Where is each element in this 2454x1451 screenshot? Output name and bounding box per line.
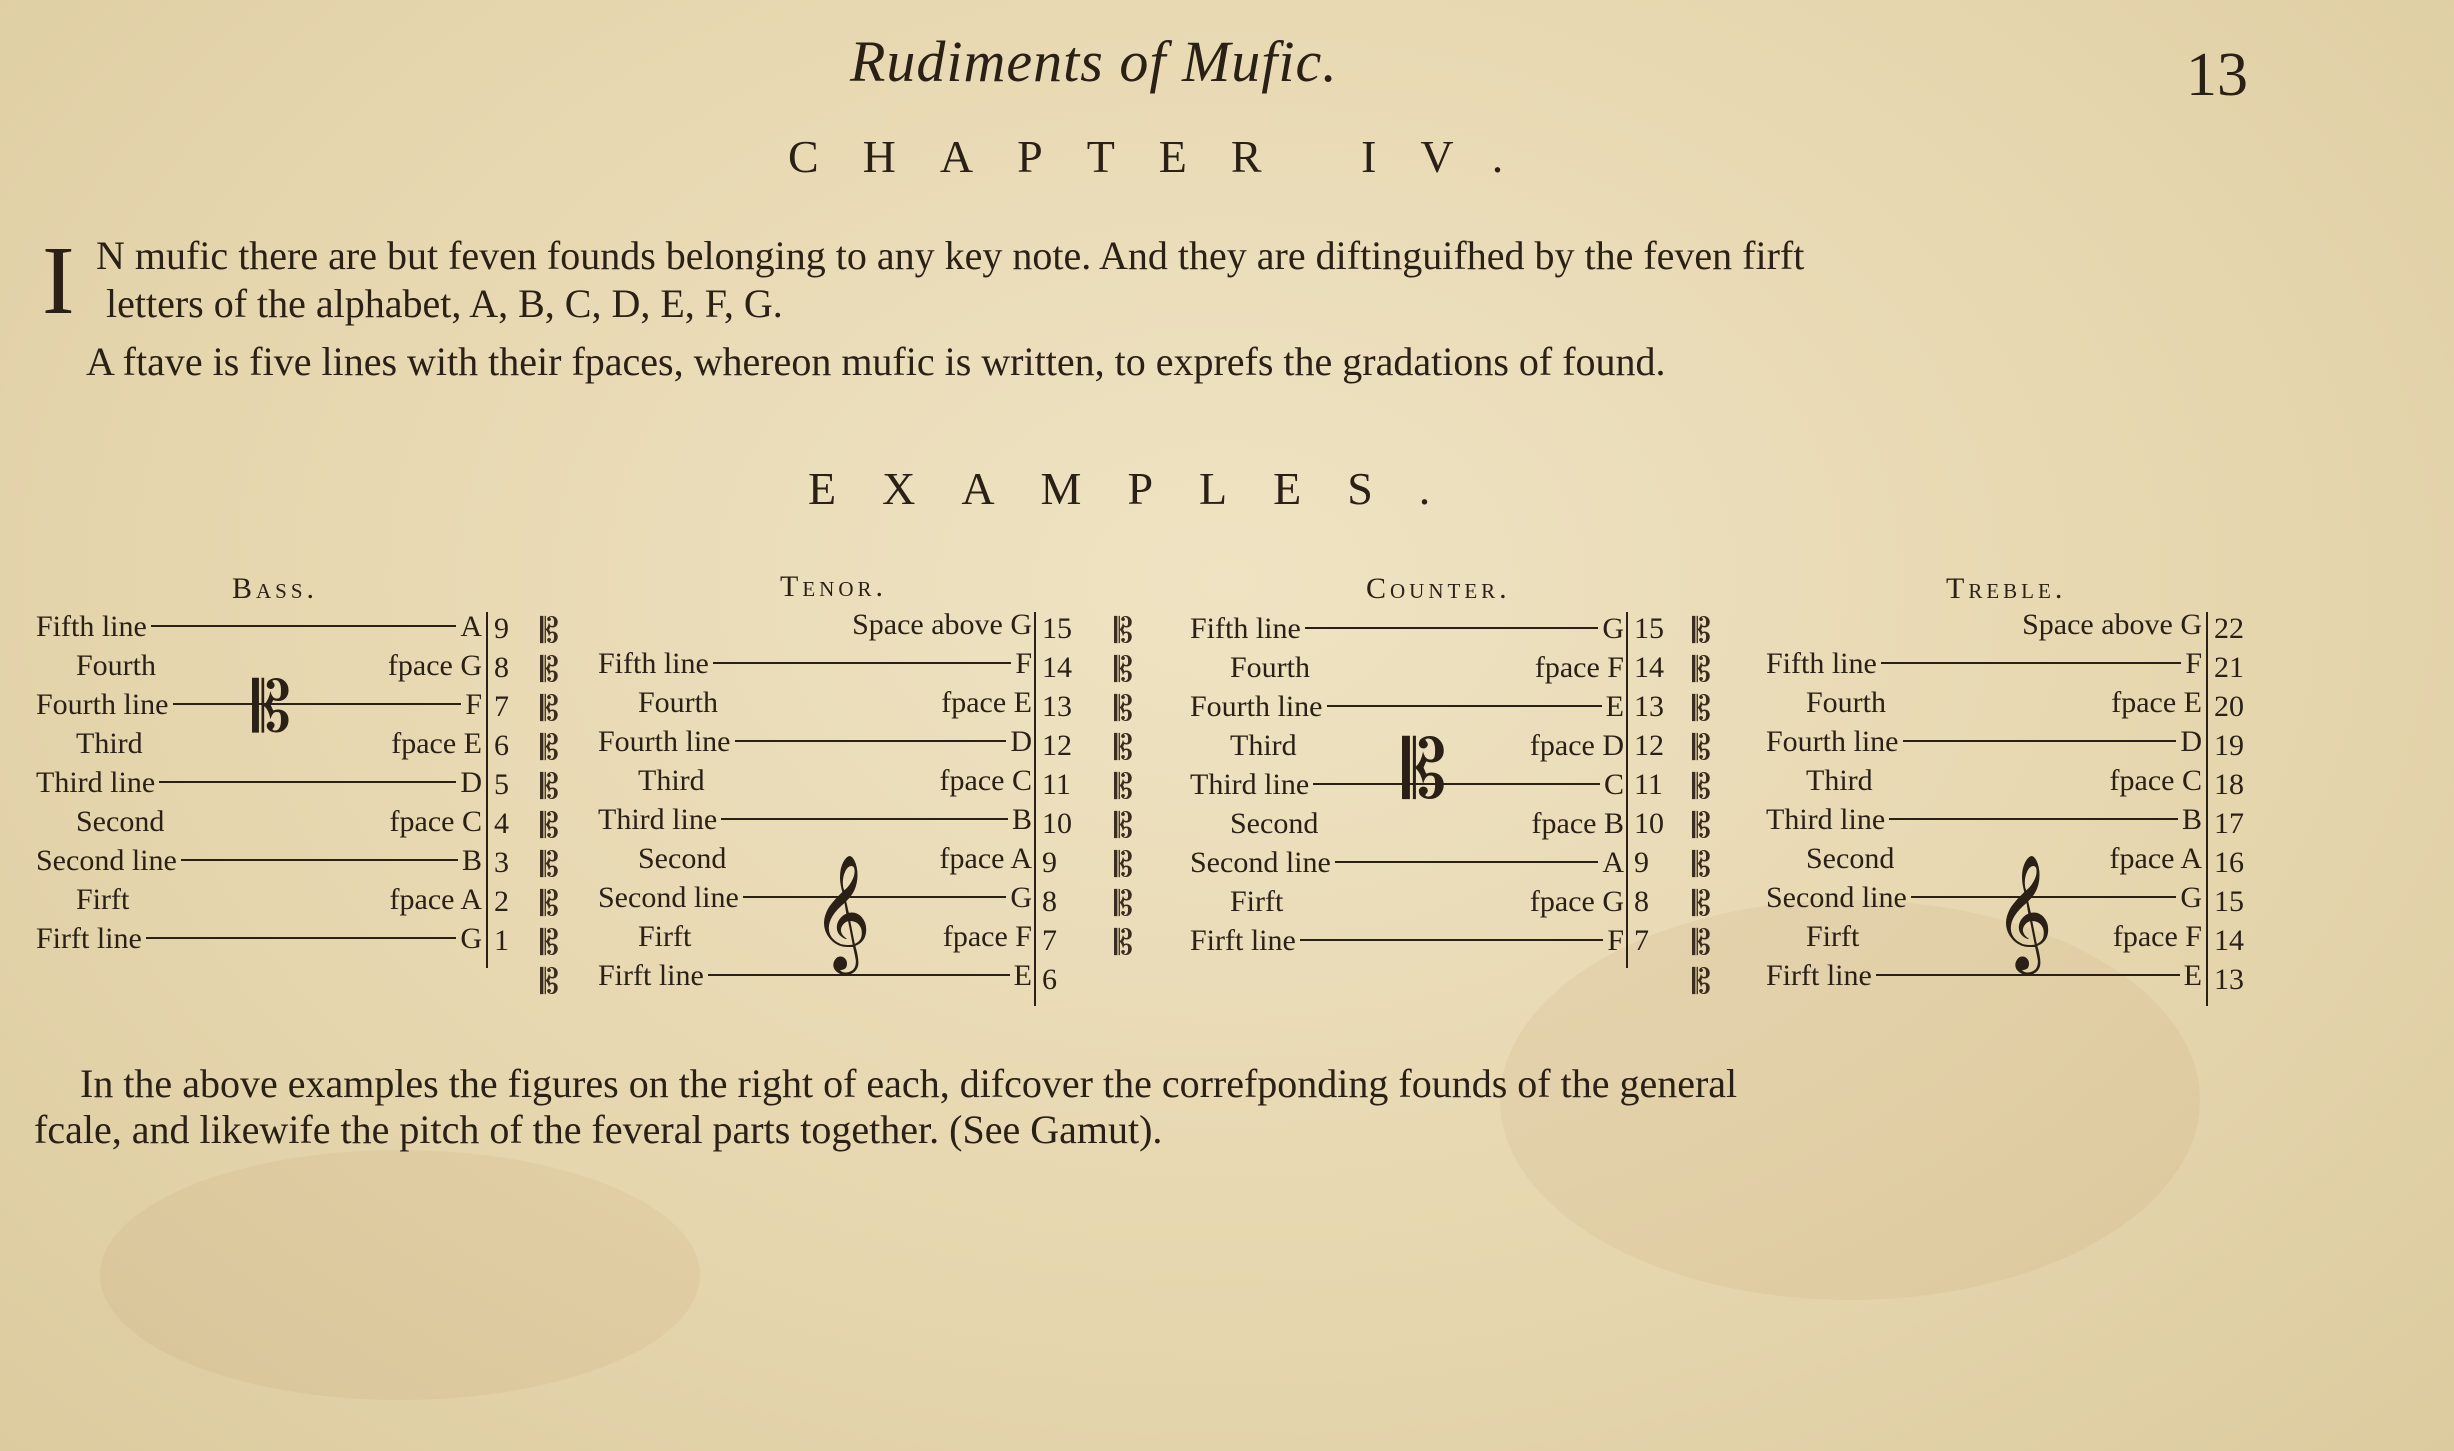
c-clef-icon: 𝄡 [1692, 650, 1711, 690]
intro-line-3: A ftave is five lines with their fpaces, whereon mufic is written, to exprefs the gradations of found. [86, 339, 1666, 384]
closing-line-1: In the above examples the figures on the right of each, difcover the correfponding founds of the general [80, 1061, 1738, 1106]
c-clef-icon: 𝄡 [1692, 767, 1711, 807]
tenor-row-label: Third [638, 764, 705, 797]
counter-row-note: G [1602, 612, 1624, 645]
paper-stain [100, 1150, 700, 1400]
bass-row [36, 610, 482, 649]
tenor-row [598, 803, 1032, 842]
counter-row-label: Fourth [1230, 651, 1311, 684]
treble-rule [2206, 612, 2208, 1006]
bass-row-number: 1 [494, 924, 509, 957]
bass-row-note: D [460, 766, 482, 799]
tenor-row-note: Space above G [852, 608, 1032, 641]
counter-row-note: fpace D [1529, 729, 1624, 762]
counter-row-number: 9 [1634, 846, 1649, 879]
staff-line-rule [1313, 783, 1600, 785]
treble-title: Treble. [1946, 572, 2067, 605]
counter-row-label: Firft line [1190, 924, 1296, 957]
treble-row [1766, 764, 2202, 803]
tenor-row-note: G [1010, 881, 1032, 914]
bass-row-label: Third line [36, 766, 156, 799]
counter-row-label: Fourth line [1190, 690, 1323, 723]
staff-line-rule [146, 937, 457, 939]
bass-row-label: Fourth [76, 649, 157, 682]
treble-row-note: B [2181, 803, 2202, 836]
examples-heading: EXAMPLES. [808, 463, 1477, 514]
tenor-row-number: 11 [1042, 768, 1071, 801]
treble-row-number: 21 [2214, 651, 2244, 684]
tenor-row-label: Firft [638, 920, 692, 953]
treble-rows [1766, 608, 2202, 998]
tenor-row-number: 7 [1042, 924, 1057, 957]
bass-row-number: 4 [494, 807, 509, 840]
counter-row [1190, 612, 1624, 651]
staff-line-rule [159, 781, 456, 783]
bass-row-label: Fifth line [36, 610, 147, 643]
closing-line-2: fcale, and likewife the pitch of the feveral parts together. (See Gamut). [34, 1107, 1163, 1152]
staff-line-rule [1327, 705, 1602, 707]
staff-line-rule [1903, 740, 2177, 742]
staff-line-rule [713, 662, 1011, 664]
intro-line-1: N mufic there are but feven founds belonging to any key note. And they are diftinguifhed by the feven firft [96, 233, 1805, 278]
bass-row-note: F [465, 688, 482, 721]
tenor-row-number: 12 [1042, 729, 1072, 762]
counter-row-number: 10 [1634, 807, 1664, 840]
tenor-row-number: 9 [1042, 846, 1057, 879]
treble-row [1766, 608, 2202, 647]
treble-row-label: Fifth line [1766, 647, 1877, 680]
c-clef-icon: 𝄡 [540, 767, 559, 807]
bass-row-label: Second [76, 805, 165, 838]
tenor-row-note: fpace C [939, 764, 1032, 797]
treble-row-note: D [2180, 725, 2202, 758]
bass-row [36, 883, 482, 922]
treble-row-number: 16 [2214, 846, 2244, 879]
treble-row-number: 14 [2214, 924, 2244, 957]
counter-row [1190, 651, 1624, 690]
bass-row [36, 805, 482, 844]
treble-clef-column [1692, 612, 1732, 1002]
counter-row-note: fpace G [1529, 885, 1624, 918]
staff-line-rule [1300, 939, 1603, 941]
bass-row-number: 8 [494, 651, 509, 684]
c-clef-icon: 𝄡 [540, 845, 559, 885]
staff-line-rule [735, 740, 1007, 742]
bass-row-note: fpace A [389, 883, 482, 916]
drop-cap: I [42, 227, 75, 335]
counter-row-label: Third [1230, 729, 1297, 762]
tenor-row-note: B [1011, 803, 1032, 836]
counter-row [1190, 885, 1624, 924]
counter-row-number: 14 [1634, 651, 1664, 684]
counter-row-number: 7 [1634, 924, 1649, 957]
intro-line-2: letters of the alphabet, A, B, C, D, E, F, G. [106, 281, 783, 326]
treble-row-label: Second [1806, 842, 1895, 875]
counter-row-note: fpace B [1531, 807, 1624, 840]
bass-rule [486, 612, 488, 968]
tenor-clef-column [540, 612, 580, 1002]
staff-line-rule [721, 818, 1008, 820]
c-clef-icon: 𝄡 [540, 923, 559, 963]
tenor-row-note: D [1010, 725, 1032, 758]
staff-line-rule [743, 896, 1007, 898]
bass-row-note: B [461, 844, 482, 877]
treble-row-note: G [2180, 881, 2202, 914]
bass-row-note: fpace C [389, 805, 482, 838]
tenor-row-label: Fourth [638, 686, 719, 719]
tenor-row-note: fpace E [941, 686, 1032, 719]
treble-row-note: E [2183, 959, 2202, 992]
bass-row-number: 7 [494, 690, 509, 723]
bass-title: Bass. [232, 572, 319, 605]
c-clef-icon: 𝄡 [1114, 689, 1133, 729]
counter-row-number: 11 [1634, 768, 1663, 801]
treble-row-note: F [2185, 647, 2202, 680]
tenor-row-label: Fifth line [598, 647, 709, 680]
tenor-title: Tenor. [780, 570, 887, 603]
treble-row [1766, 725, 2202, 764]
c-clef-icon: 𝄡 [540, 728, 559, 768]
staff-line-rule [173, 703, 462, 705]
treble-row-number: 19 [2214, 729, 2244, 762]
counter-row [1190, 846, 1624, 885]
c-clef-icon: 𝄡 [1692, 611, 1711, 651]
treble-row [1766, 647, 2202, 686]
tenor-row-note: fpace A [939, 842, 1032, 875]
counter-row-label: Firft [1230, 885, 1284, 918]
treble-row-label: Second line [1766, 881, 1907, 914]
tenor-row-label: Fourth line [598, 725, 731, 758]
running-title: Rudiments of Mufic. [850, 29, 1338, 94]
treble-row-label: Fourth [1806, 686, 1887, 719]
bass-row-label: Firft [76, 883, 130, 916]
bass-row-number: 9 [494, 612, 509, 645]
treble-row-label: Firft [1806, 920, 1860, 953]
treble-row-label: Third [1806, 764, 1873, 797]
c-clef-icon: 𝄡 [540, 962, 559, 1002]
tenor-rule [1034, 612, 1036, 1006]
chapter-heading: CHAPTER IV. [788, 131, 1548, 182]
c-clef-icon: 𝄡 [1692, 689, 1711, 729]
treble-clef-icon: 𝄞 [1994, 853, 2054, 970]
treble-row-note: Space above G [2022, 608, 2202, 641]
treble-row-note: fpace F [2112, 920, 2202, 953]
treble-numbers [2214, 612, 2260, 1002]
counter-row-number: 13 [1634, 690, 1664, 723]
treble-row-note: fpace C [2109, 764, 2202, 797]
c-clef-icon: 𝄡 [540, 611, 559, 651]
staff-line-rule [151, 625, 456, 627]
staff-line-rule [181, 859, 458, 861]
treble-row [1766, 842, 2202, 881]
c-clef-icon: 𝄡 [1114, 845, 1133, 885]
counter-row-note: fpace F [1534, 651, 1624, 684]
treble-row [1766, 920, 2202, 959]
counter-rule [1626, 612, 1628, 968]
treble-row-number: 20 [2214, 690, 2244, 723]
tenor-row-label: Second [638, 842, 727, 875]
tenor-row [598, 764, 1032, 803]
c-clef-icon: 𝄡 [1114, 884, 1133, 924]
treble-row-note: fpace A [2109, 842, 2202, 875]
tenor-row-label: Third line [598, 803, 718, 836]
counter-row-note: F [1607, 924, 1624, 957]
tenor-row-note: F [1015, 647, 1032, 680]
counter-row-number: 12 [1634, 729, 1664, 762]
counter-title: Counter. [1366, 572, 1511, 605]
staff-line-rule [1305, 627, 1598, 629]
c-clef-icon: 𝄡 [540, 689, 559, 729]
c-clef-icon: 𝄡 [1114, 923, 1133, 963]
page-number: 13 [2186, 41, 2248, 109]
tenor-row-label: Second line [598, 881, 739, 914]
counter-row-note: E [1605, 690, 1624, 723]
treble-row-number: 15 [2214, 885, 2244, 918]
c-clef-icon: 𝄡 [1692, 806, 1711, 846]
counter-row-label: Third line [1190, 768, 1310, 801]
c-clef-icon: 𝄡 [540, 806, 559, 846]
tenor-row-label: Firft line [598, 959, 704, 992]
bass-row [36, 766, 482, 805]
tenor-row-number: 13 [1042, 690, 1072, 723]
bass-row [36, 922, 482, 961]
tenor-row-number: 6 [1042, 963, 1057, 996]
treble-row-note: fpace E [2111, 686, 2202, 719]
bass-row-note: G [460, 922, 482, 955]
c-clef-icon: 𝄡 [1692, 845, 1711, 885]
c-clef-icon: 𝄡 [1114, 611, 1133, 651]
treble-row [1766, 881, 2202, 920]
staff-line-rule [1876, 974, 2180, 976]
tenor-row-number: 15 [1042, 612, 1072, 645]
bass-numbers [494, 612, 530, 963]
staff-line-rule [708, 974, 1010, 976]
c-clef-icon: 𝄡 [540, 650, 559, 690]
c-clef-icon: 𝄡 [1114, 650, 1133, 690]
bass-row-number: 3 [494, 846, 509, 879]
bass-rows [36, 610, 482, 961]
bass-row [36, 844, 482, 883]
tenor-row [598, 608, 1032, 647]
tenor-row-note: fpace F [942, 920, 1032, 953]
counter-numbers [1634, 612, 1680, 963]
tenor-row-number: 8 [1042, 885, 1057, 918]
c-clef-icon: 𝄡 [1114, 767, 1133, 807]
tenor-row-note: E [1013, 959, 1032, 992]
c-clef-icon: 𝄡 [1692, 923, 1711, 963]
treble-row-number: 13 [2214, 963, 2244, 996]
tenor-row-number: 14 [1042, 651, 1072, 684]
counter-clef-icon: 𝄡 [1402, 723, 1447, 816]
treble-row [1766, 959, 2202, 998]
c-clef-icon: 𝄡 [1114, 806, 1133, 846]
tenor-row-number: 10 [1042, 807, 1072, 840]
bass-row-label: Third [76, 727, 143, 760]
staff-line-rule [1335, 861, 1599, 863]
tenor-row [598, 647, 1032, 686]
counter-row-label: Fifth line [1190, 612, 1301, 645]
tenor-row [598, 725, 1032, 764]
counter-row-label: Second line [1190, 846, 1331, 879]
treble-row [1766, 803, 2202, 842]
c-clef-icon: 𝄡 [1692, 728, 1711, 768]
c-clef-icon: 𝄡 [1692, 884, 1711, 924]
c-clef-icon: 𝄡 [540, 884, 559, 924]
bass-row-number: 2 [494, 885, 509, 918]
counter-row-note: C [1603, 768, 1624, 801]
treble-row-label: Third line [1766, 803, 1886, 836]
treble-row [1766, 686, 2202, 725]
bass-clef-icon: 𝄡 [252, 666, 292, 748]
c-clef-icon: 𝄡 [1692, 962, 1711, 1002]
c-clef-icon: 𝄡 [1114, 728, 1133, 768]
bass-row-note: fpace E [391, 727, 482, 760]
bass-row-number: 5 [494, 768, 509, 801]
bass-row-label: Fourth line [36, 688, 169, 721]
bass-row-label: Second line [36, 844, 177, 877]
staff-line-rule [1889, 818, 2178, 820]
treble-row-number: 22 [2214, 612, 2244, 645]
bass-row-number: 6 [494, 729, 509, 762]
counter-row-number: 8 [1634, 885, 1649, 918]
tenor-clef-icon: 𝄞 [812, 853, 872, 970]
staff-line-rule [1881, 662, 2181, 664]
treble-row-label: Firft line [1766, 959, 1872, 992]
counter-row-number: 15 [1634, 612, 1664, 645]
counter-clef-column [1114, 612, 1154, 963]
counter-row-note: A [1602, 846, 1624, 879]
counter-row [1190, 924, 1624, 963]
counter-row-label: Second [1230, 807, 1319, 840]
treble-row-number: 18 [2214, 768, 2244, 801]
tenor-numbers [1042, 612, 1088, 1002]
treble-row-number: 17 [2214, 807, 2244, 840]
bass-row-label: Firft line [36, 922, 142, 955]
tenor-row [598, 686, 1032, 725]
treble-row-label: Fourth line [1766, 725, 1899, 758]
bass-row-note: A [460, 610, 482, 643]
bass-row-note: fpace G [387, 649, 482, 682]
